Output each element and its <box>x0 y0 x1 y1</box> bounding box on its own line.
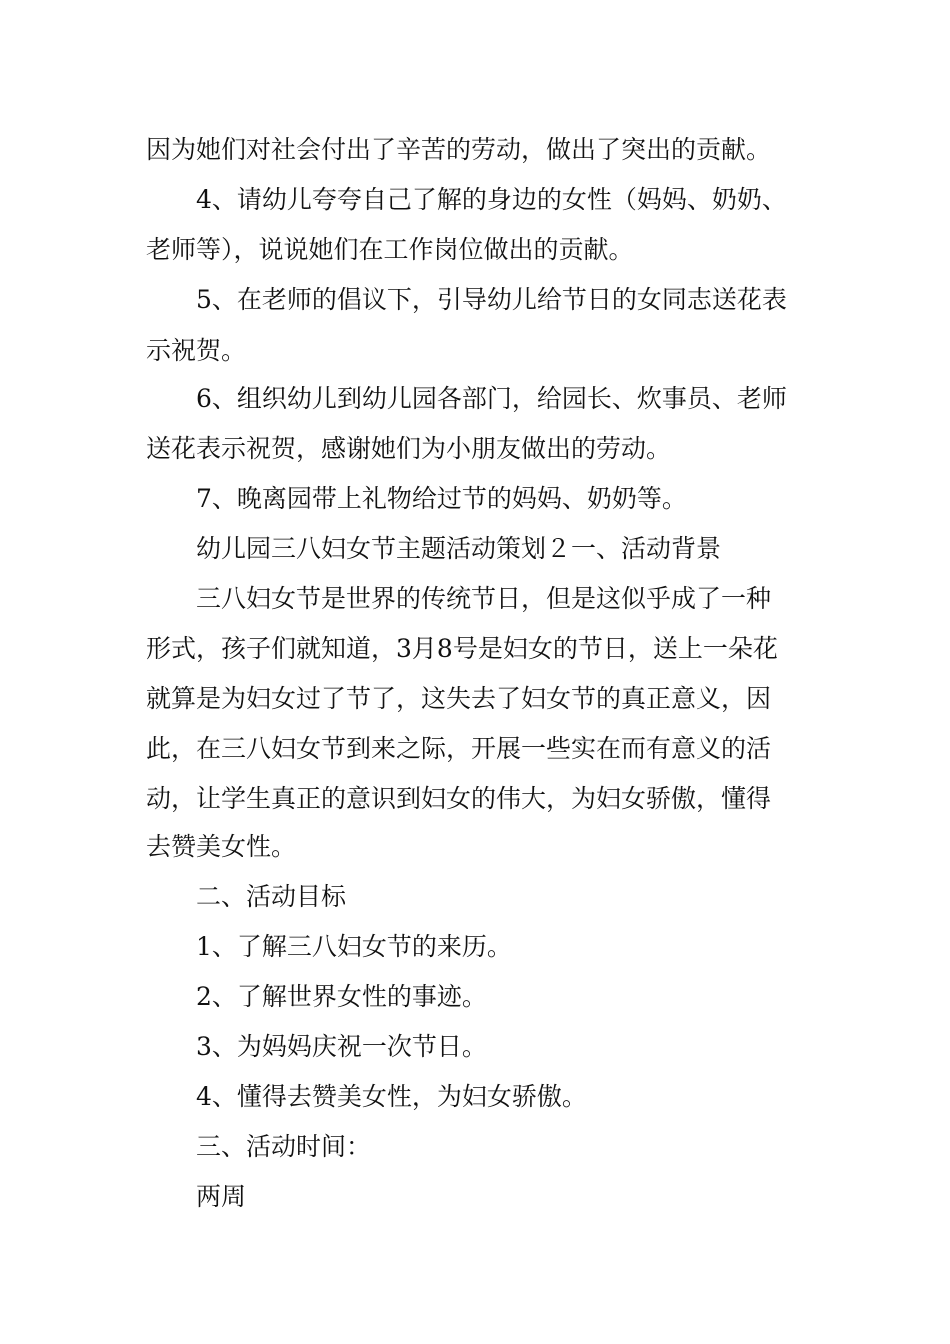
list-item: 4、懂得去赞美女性，为妇女骄傲。 <box>196 1082 587 1111</box>
section-heading: 三、活动时间： <box>196 1132 372 1161</box>
text-line: 去赞美女性。 <box>146 832 297 861</box>
text-line: 送花表示祝贺，感谢她们为小朋友做出的劳动。 <box>146 434 672 463</box>
list-item: 2、了解世界女性的事迹。 <box>196 982 487 1011</box>
text-line: 三八妇女节是世界的传统节日，但是这似乎成了一种 <box>196 584 772 613</box>
text-line: 7、晚离园带上礼物给过节的妈妈、奶奶等。 <box>196 484 687 513</box>
text-line: 示祝贺。 <box>146 336 247 365</box>
text-line: 动，让学生真正的意识到妇女的伟大，为妇女骄傲，懂得 <box>146 784 772 813</box>
list-item: 1、了解三八妇女节的来历。 <box>196 932 512 961</box>
text-line: 此，在三八妇女节到来之际，开展一些实在而有意义的活 <box>146 734 772 763</box>
text-line: 5、在老师的倡议下，引导幼儿给节日的女同志送花表 <box>196 285 787 314</box>
text-line: 6、组织幼儿到幼儿园各部门，给园长、炊事员、老师 <box>196 384 787 413</box>
text-line: 形式，孩子们就知道，3月8号是妇女的节日，送上一朵花 <box>146 634 778 663</box>
text-line: 两周 <box>196 1182 247 1211</box>
text-line: 4、请幼儿夸夸自己了解的身边的女性（妈妈、奶奶、 <box>196 185 787 214</box>
section-heading: 幼儿园三八妇女节主题活动策划２一、活动背景 <box>196 534 722 563</box>
text-line: 老师等），说说她们在工作岗位做出的贡献。 <box>146 235 634 264</box>
text-line: 就算是为妇女过了节了，这失去了妇女节的真正意义，因 <box>146 684 772 713</box>
text-line: 因为她们对社会付出了辛苦的劳动，做出了突出的贡献。 <box>146 135 772 164</box>
list-item: 3、为妈妈庆祝一次节日。 <box>196 1032 487 1061</box>
section-heading: 二、活动目标 <box>196 882 347 911</box>
